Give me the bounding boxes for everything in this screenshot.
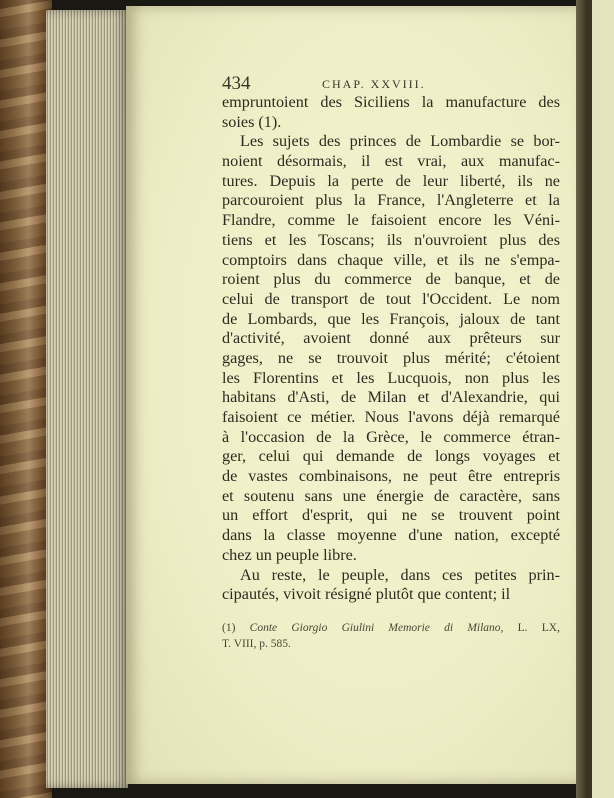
text-line: gages, ne se trouvoit plus mérité; c'étoient	[222, 348, 560, 367]
book-cover-edge	[0, 0, 52, 798]
text-line: faisoient ce métier. Nous l'avons déjà remarqué	[222, 408, 560, 426]
text-line: cipautés, vivoit résigné plutôt que content; il	[222, 585, 511, 604]
text-line: habitans d'Asti, de Milan et d'Alexandrie, qui	[222, 388, 560, 407]
text-line: à l'occasion de la Grèce, le commerce étran-	[222, 427, 560, 446]
footnote-ref: , L. LX,	[500, 622, 560, 634]
text-line: un effort d'esprit, qui ne se trouvent point	[222, 506, 560, 525]
text-line: empruntoient des Siciliens la manufacture des	[222, 93, 560, 111]
footnote-marker: (1)	[222, 622, 236, 634]
facing-page-edge	[588, 0, 614, 798]
text-line: dans la classe moyenne d'une nation, excepté	[222, 526, 560, 545]
footnote	[222, 620, 560, 652]
footnote-line-2: T. VIII, p. 585.	[222, 638, 291, 650]
text-line: soies (1).	[222, 112, 282, 131]
text-line: Flandre, comme le faisoient encore les Véni-	[222, 211, 560, 230]
text-line: roient plus du commerce de banque, et de	[222, 270, 560, 289]
text-line: tures. Depuis la perte de leur liberté, ils ne	[222, 171, 560, 190]
body-text	[222, 93, 560, 605]
text-line: de Lombards, que les François, jaloux de tant	[222, 309, 560, 328]
text-line: de vastes combinaisons, ne peut être entrepris	[222, 467, 560, 486]
text-line: tiens et les Toscans; ils n'ouvroient plus des	[222, 230, 560, 249]
running-title: CHAP. XXVIII.	[322, 77, 426, 91]
footnote-title: Conte Giorgio Giulini Memorie di Milano	[249, 622, 501, 634]
text-line: d'activité, avoient donné aux prêteurs sur	[222, 329, 560, 348]
text-line: Au reste, le peuple, dans ces petites prin-	[240, 565, 560, 584]
text-line: chez un peuple libre.	[222, 545, 357, 564]
text-line: Les sujets des princes de Lombardie se bor-	[240, 132, 560, 151]
text-line: noient désormais, il est vrai, aux manufac-	[222, 152, 560, 171]
text-line: parcouroient plus la France, l'Angleterre et la	[222, 191, 560, 210]
text-line: et soutenu sans une énergie de caractère, sans	[222, 486, 560, 505]
text-line: les Florentins et les Lucquois, non plus les	[222, 368, 560, 387]
page-edges	[46, 10, 128, 788]
text-line: comptoirs dans chaque ville, et ils ne s'empa-	[222, 250, 560, 269]
text-line: ger, celui qui demande de longs voyages et	[222, 447, 560, 466]
text-line: celui de transport de tout l'Occident. Le nom	[222, 289, 560, 308]
page-number: 434	[222, 73, 251, 94]
